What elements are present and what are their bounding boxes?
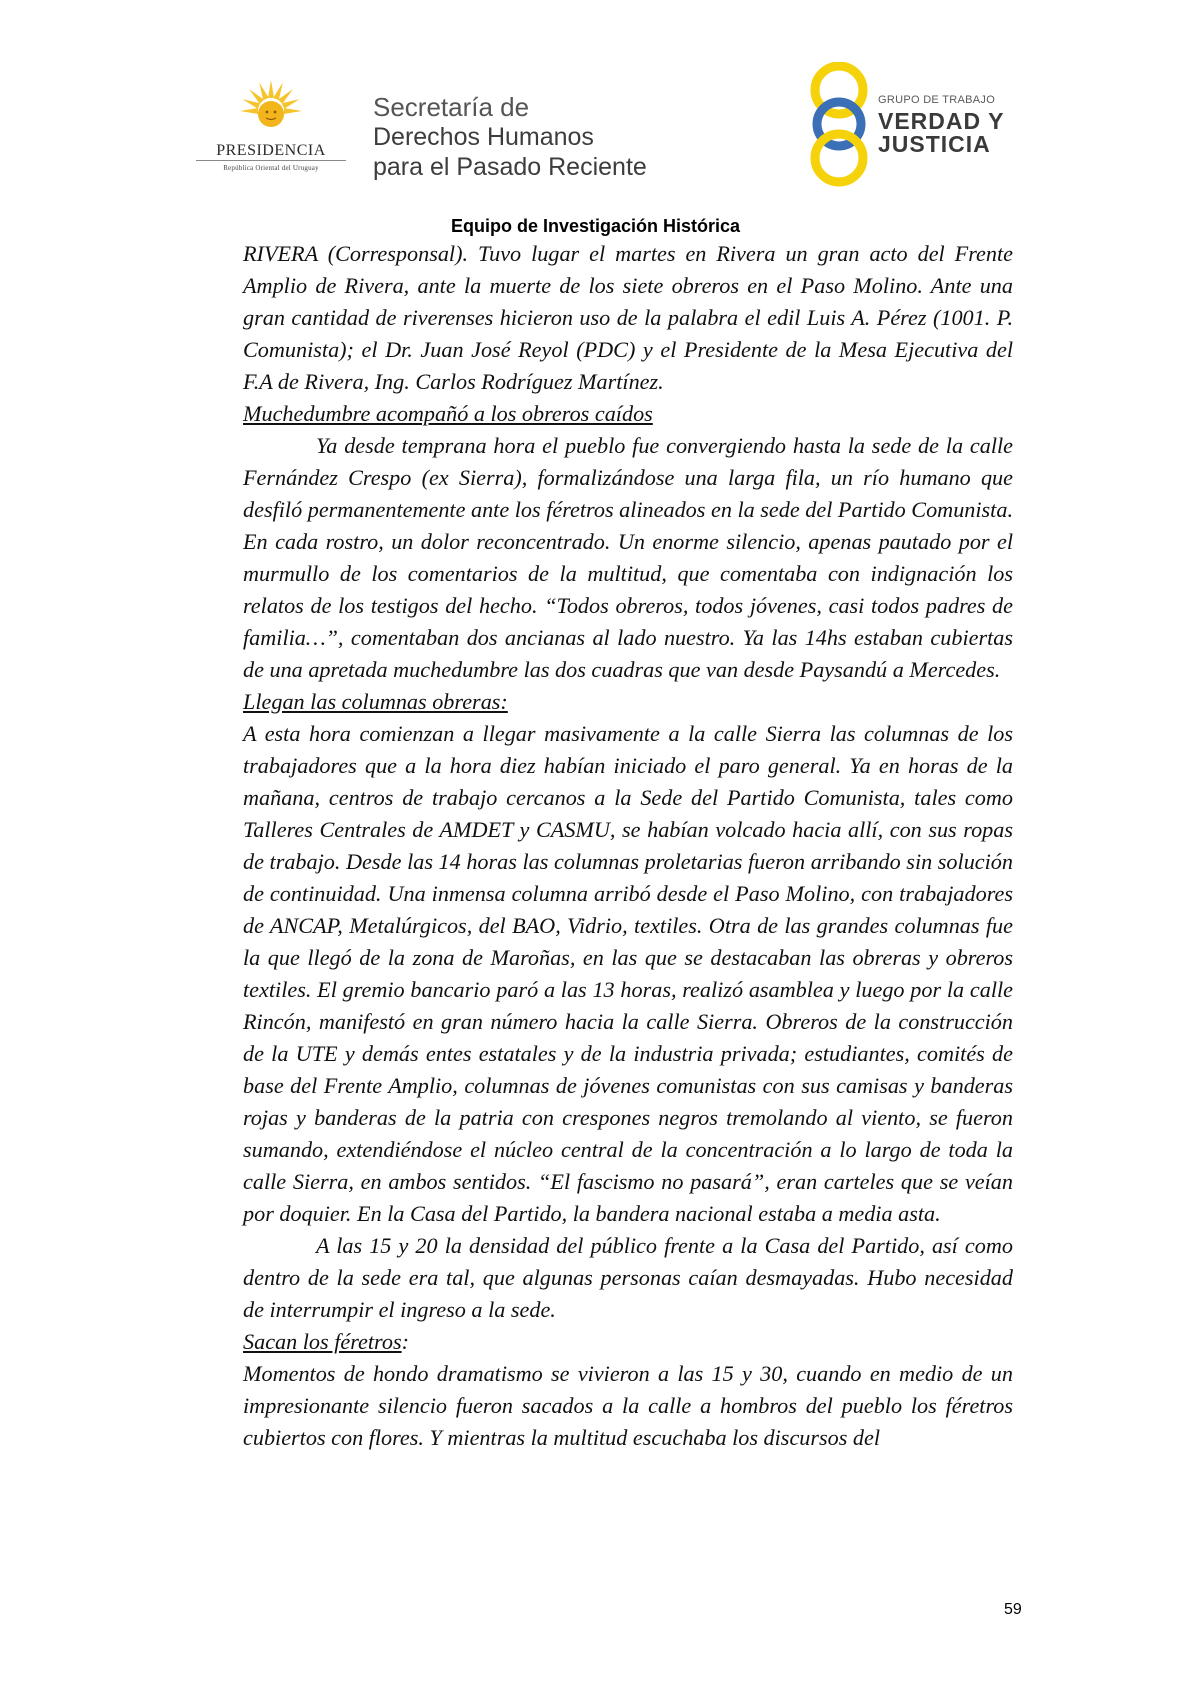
- sun-icon: [240, 80, 302, 142]
- subheading-colon: :: [401, 1329, 409, 1354]
- subheading-feretros-line: [243, 1326, 1013, 1358]
- subheading-feretros: Sacan los féretros: [243, 1329, 402, 1354]
- verdad-label: VERDAD Y: [878, 108, 1005, 134]
- paragraph-densidad: A las 15 y 20 la densidad del público frente a la Casa del Partido, así como dentro de la sede era tal, que algunas personas caían desmayadas. Hubo necesidad de interrumpir el ingreso a la sede.: [243, 1233, 1013, 1322]
- secretaria-line1: Secretaría de: [373, 92, 530, 122]
- subheading-columnas: Llegan las columnas obreras:: [243, 689, 508, 714]
- paragraph-columnas: A esta hora comienzan a llegar masivamente a la calle Sierra las columnas de los trabajadores que a la hora diez habían iniciado el paro general. Ya en horas de la mañana, centros de trabajo cercanos a la Sede del Partido Comunista, tales como Talleres Centrales de AMDET y CASMU, se habían volcado hacia allí, con sus ropas de trabajo. Desde las 14 horas las columnas proletarias fueron arribando sin solución de continuidad. Una inmensa columna arribó desde el Paso Molino, con trabajadores de ANCAP, Metalúrgicos, del BAO, Vidrio, textiles. Otra de las grandes columnas fue la que llegó de la zona de Maroñas, en las que se destacaban las obreras y obreros textiles. El gremio bancario paró a las 13 horas, realizó asamblea y luego por la calle Rincón, manifestó en gran número hacia la calle Sierra. Obreros de la construcción de la UTE y demás entes estatales y de la industria privada; estudiantes, comités de base del Frente Amplio, columnas de jóvenes comunistas con sus camisas y banderas rojas y banderas de la patria con crespones negros tremolando al viento, se fueron sumando, extendiéndose el núcleo central de la concentración a lo largo de toda la calle Sierra, en ambos sentidos. “El fascismo no pasará”, eran carteles que se veían por doquier. En la Casa del Partido, la bandera nacional estaba a media asta.: [243, 721, 1013, 1226]
- presidencia-logo: [196, 80, 346, 180]
- rings-icon: [806, 62, 876, 187]
- presidencia-name: PRESIDENCIA: [216, 142, 326, 159]
- secretaria-line2: Derechos Humanos: [373, 123, 594, 151]
- secretaria-line3: para el Pasado Reciente: [373, 153, 647, 181]
- page-header: [0, 0, 1191, 215]
- paragraph-rivera: RIVERA (Corresponsal). Tuvo lugar el martes en Rivera un gran acto del Frente Amplio de Rivera, ante la muerte de los siete obreros en el Paso Molino. Ante una gran cantidad de riverenses hicieron uso de la palabra el edil Luis A. Pérez (1001. P. Comunista); el Dr. Juan José Reyol (PDC) y el Presidente de la Mesa Ejecutiva del F.A de Rivera, Ing. Carlos Rodríguez Martínez.: [243, 241, 1013, 394]
- team-heading: Equipo de Investigación Histórica: [450, 216, 741, 236]
- grupo-trabajo-label: GRUPO DE TRABAJO: [878, 94, 996, 106]
- presidencia-subtitle: República Oriental del Uruguay: [223, 164, 319, 172]
- paragraph-fila: Ya desde temprana hora el pueblo fue convergiendo hasta la sede de la calle Fernández Crespo (ex Sierra), formalizándose una larga fila, un río humano que desfiló permanentemente ante los féretros alineados en la sede del Partido Comunista. En cada rostro, un dolor reconcentrado. Un enorme silencio, apenas pautado por el murmullo de los comentarios de la multitud, que comentaba con indignación los relatos de los testigos del hecho. “Todos obreros, todos jóvenes, casi todos padres de familia…”, comentaban dos ancianas al lado nuestro. Ya las 14hs estaban cubiertas de una apretada muchedumbre las dos cuadras que van desde Paysandú a Mercedes.: [243, 433, 1013, 682]
- page-number: 59: [1004, 1601, 1022, 1618]
- justicia-label: JUSTICIA: [878, 131, 991, 157]
- subheading-muchedumbre: Muchedumbre acompañó a los obreros caídos: [243, 401, 653, 426]
- presidencia-divider: [196, 160, 346, 161]
- paragraph-momentos: Momentos de hondo dramatismo se vivieron a las 15 y 30, cuando en medio de un impresionante silencio fueron sacados a la calle a hombros del pueblo los féretros cubiertos con flores. Y mientras la multitud escuchaba los discursos del: [243, 1361, 1013, 1450]
- verdad-justicia-logo: [806, 62, 1036, 187]
- document-body: [243, 238, 1013, 1454]
- secretaria-title: [373, 92, 647, 182]
